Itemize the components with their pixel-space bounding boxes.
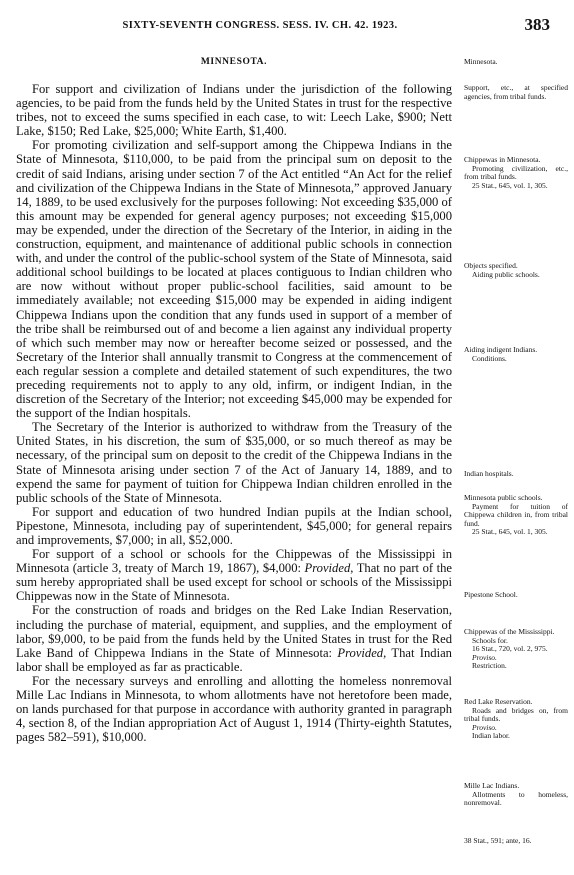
margin-note bbox=[464, 84, 568, 101]
margin-note-line: 16 Stat., 720, vol. 2, 975. bbox=[472, 644, 548, 654]
margin-note-line: Mille Lac Indians. bbox=[464, 781, 520, 790]
margin-note bbox=[464, 156, 568, 190]
margin-note-line: Proviso. bbox=[472, 652, 497, 662]
margin-note-line: Allotments to homeless, nonremoval. bbox=[464, 789, 568, 808]
paragraph-public-school-tuition: The Secretary of the Interior is authorized to withdraw from the Treasury of the United States, in his discretion, the sum of $35,000, or so much thereof as may be necessary, of the principal sum on deposit to the credit of the Chippewa Indians in the State of Minnesota arising under section 7 of the Act of January 14, 1889, and to expend the same for payment of tuition for Chippewa Indian children enrolled in the public schools of the State of Minnesota. bbox=[16, 420, 452, 505]
paragraph-agencies-support: For support and civilization of Indians under the jurisdiction of the following agencies, to be paid from the funds held by the United States in trust for the respective tribes, not to exceed the sums specified in each case, to wit: Leech Lake, $900; Nett Lake, $150; Red Lake, $25,000; White Earth, $1,400. bbox=[16, 82, 452, 139]
margin-note bbox=[464, 698, 568, 741]
section-heading: MINNESOTA. bbox=[200, 57, 268, 67]
margin-note-line: Objects specified. bbox=[464, 261, 518, 270]
margin-note-line: Restriction. bbox=[472, 661, 507, 671]
margin-note-line: Promoting civilization, etc., from tribal funds. bbox=[464, 163, 568, 182]
margin-note bbox=[464, 591, 568, 600]
margin-note-line: Minnesota. bbox=[464, 57, 498, 66]
margin-note-line: Minnesota public schools. bbox=[464, 493, 543, 502]
margin-note-line: Roads and bridges on, from tribal funds. bbox=[464, 705, 568, 724]
margin-note bbox=[464, 628, 568, 671]
margin-note bbox=[464, 837, 568, 846]
margin-note-line: 25 Stat., 645, vol. 1, 305. bbox=[472, 527, 548, 537]
margin-note-line: Aiding public schools. bbox=[472, 269, 540, 279]
proviso-word: Provided bbox=[304, 561, 351, 576]
margin-note bbox=[464, 494, 568, 537]
running-head: SIXTY-SEVENTH CONGRESS. SESS. IV. CH. 42. 1923. bbox=[122, 20, 398, 31]
margin-note-line: Conditions. bbox=[472, 353, 507, 363]
margin-note-line: Proviso. bbox=[472, 722, 497, 732]
margin-note-line: Schools for. bbox=[472, 635, 508, 645]
main-text-column bbox=[16, 56, 452, 744]
margin-note-line: Red Lake Reservation. bbox=[464, 697, 533, 706]
margin-note bbox=[464, 470, 568, 479]
margin-note-line: Chippewas in Minnesota. bbox=[464, 155, 541, 164]
margin-note-line: Pipestone School. bbox=[464, 590, 518, 599]
margin-note-line: Chippewas of the Mississippi. bbox=[464, 627, 555, 636]
margin-note-line: 25 Stat., 645, vol. 1, 305. bbox=[472, 180, 548, 190]
margin-note-line: Indian labor. bbox=[472, 731, 510, 741]
paragraph-mille-lac-allotments: For the necessary surveys and enrolling and allotting the homeless nonremoval Mille Lac Indians in Minnesota, to whom allotments have not heretofore been made, on lands purchased for that purpose in accordance with authority granted in paragraph 4, section 8, of the Indian appropriation Act of August 1, 1914 (Thirty-eighth Statutes, pages 582–591), $10,000. bbox=[16, 673, 452, 745]
margin-note bbox=[464, 58, 568, 67]
paragraph-pipestone-school: For support and education of two hundred Indian pupils at the Indian school, Pipestone, Minnesota, including pay of superintendent, $45,000; for general repairs and improvements, $7,000; in all, $52,000. bbox=[16, 504, 452, 547]
margin-note bbox=[464, 782, 568, 808]
margin-note bbox=[464, 346, 568, 363]
paragraph-chippewa-civilization: For promoting civilization and self-support among the Chippewa Indians in the State of Minnesota, $110,000, to be paid from the principal sum on deposit to the credit of said Indians, arising under section 7 of the Act entitled “An Act for the relief and civilization of the Chippewa Indians in the State of Minnesota,” approved January 14, 1889, to be used exclusively for the purposes following: Not exceeding $35,000 of this amount may be expended for general agency purposes; not exceeding $15,000 may be expended, under the direction of the Secretary of the Interior, in aiding in the construction, equipment, and maintenance of additional public schools in connection with, and under the control of the public-school system of the State of Minnesota, said additional school buildings to be located at places contiguous to Indian children who are now without without proper public-school facilities, said amount to be immediately available; not exceeding $15,000 may be expended in aiding indigent Chippewa Indians upon the condition that any funds used in support of a member of the tribe shall be reimbursed out of and become a lien against any individual property of which such member may now or hereafter become seized or possessed, and the Secretary of the Interior shall annually transmit to Congress at the commencement of each regular session a complete and detailed statement of such expenditures, the two preceding requirements not to apply to any old, infirm, or indigent Indian, in the discretion of the Secretary of the Interior; not exceeding $45,000 may be expended for the support of the Indian hospitals. bbox=[16, 138, 452, 421]
margin-note-line: Support, etc., at specified agencies, from tribal funds. bbox=[464, 83, 568, 101]
page-number: 383 bbox=[524, 15, 550, 34]
margin-note-line: 38 Stat., 591; ante, 16. bbox=[464, 836, 532, 845]
paragraph-mississippi-chippewa-schools: For support of a school or schools for the Chippewas of the Mississippi in Minnesota (article 3, treaty of March 19, 1867), $4,000: Provided, That no part of the sum hereby appropriated shall be used except for school or schools of the Mississippi Chippewas now in the State of Minnesota. bbox=[16, 547, 452, 604]
margin-note-line: Indian hospitals. bbox=[464, 469, 514, 478]
proviso-word: Provided bbox=[337, 645, 384, 660]
paragraph-red-lake-roads: For the construction of roads and bridges on the Red Lake Indian Reservation, including the purchase of material, equipment, and supplies, and the employment of labor, $9,000, to be paid from the funds held by the United States in trust for the Red Lake Band of Chippewa Indians in the State of Minnesota: Provided, That Indian labor shall be employed as far as practicable. bbox=[16, 603, 452, 674]
margin-note-line: Payment for tuition of Chippewa children in, from tribal fund. bbox=[464, 501, 568, 528]
margin-note-line: Aiding indigent Indians. bbox=[464, 345, 538, 354]
margin-note bbox=[464, 262, 568, 279]
